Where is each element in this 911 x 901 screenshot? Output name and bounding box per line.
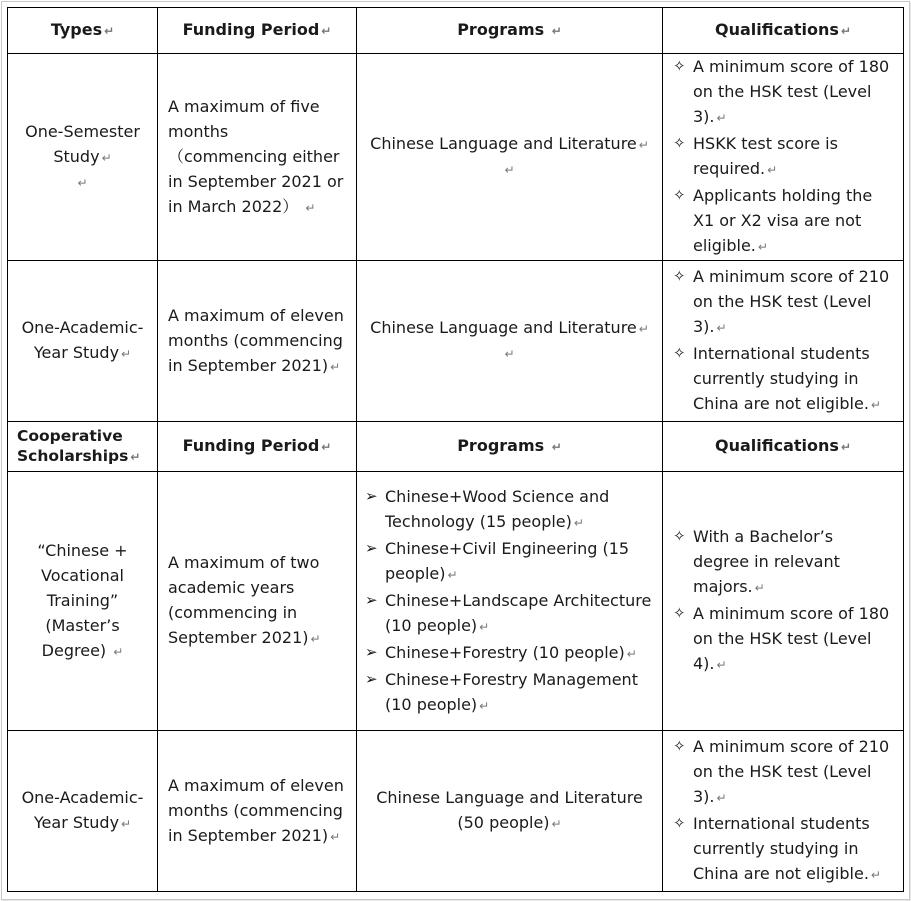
list-item: ✧ A minimum score of 180 on the HSK test (Level 4). ↵ <box>673 601 893 678</box>
header-qualifications: Qualifications ↵ <box>663 422 904 472</box>
list-item: ✧ Applicants holding the X1 or X2 visa are not eligible. ↵ <box>673 183 893 260</box>
table-header-row <box>8 8 904 54</box>
type-cell: One-Academic-Year Study ↵ <box>8 731 158 892</box>
list-item: ➢ Chinese+Forestry Management (10 people) ↵ <box>365 667 652 719</box>
qualifications-cell <box>663 731 904 892</box>
list-item: ✧ A minimum score of 210 on the HSK test (Level 3). ↵ <box>673 734 893 811</box>
scholarship-table <box>7 7 904 892</box>
table-row <box>8 731 904 892</box>
qualifications-cell <box>663 54 904 261</box>
header-qualifications: Qualifications ↵ <box>663 8 904 54</box>
funding-cell: A maximum of five months（commencing either in September 2021 or in March 2022） ↵ <box>158 54 357 261</box>
header-funding-period: Funding Period ↵ <box>158 422 357 472</box>
cooperative-header-row <box>8 422 904 472</box>
program-cell: Chinese Language and Literature ↵ ↵ <box>357 54 663 261</box>
list-item: ✧ A minimum score of 180 on the HSK test (Level 3). ↵ <box>673 54 893 131</box>
list-item: ✧ International students currently studying in China are not eligible. ↵ <box>673 341 893 418</box>
funding-cell: A maximum of eleven months (commencing in September 2021) ↵ <box>158 731 357 892</box>
table-row <box>8 472 904 731</box>
list-item: ➢ Chinese+Wood Science and Technology (15 people) ↵ <box>365 484 652 536</box>
type-cell: One-Semester Study ↵ ↵ <box>8 54 158 261</box>
qualifications-cell <box>663 261 904 422</box>
header-cooperative-scholarships: Cooperative Scholarships ↵ <box>8 422 158 472</box>
qualifications-cell <box>663 472 904 731</box>
header-programs: Programs ↵ <box>357 8 663 54</box>
list-item: ➢ Chinese+Civil Engineering (15 people) ↵ <box>365 536 652 588</box>
table-row <box>8 261 904 422</box>
list-item: ➢ Chinese+Landscape Architecture (10 people) ↵ <box>365 588 652 640</box>
list-item: ➢ Chinese+Forestry (10 people) ↵ <box>365 640 652 667</box>
type-cell: One-Academic-Year Study ↵ <box>8 261 158 422</box>
header-programs: Programs ↵ <box>357 422 663 472</box>
list-item: ✧ International students currently studying in China are not eligible. ↵ <box>673 811 893 888</box>
list-item: ✧ HSKK test score is required. ↵ <box>673 131 893 183</box>
program-cell: Chinese Language and Literature (50 people) ↵ <box>357 731 663 892</box>
program-cell: Chinese Language and Literature ↵ ↵ <box>357 261 663 422</box>
type-cell: “Chinese + Vocational Training” (Master’s Degree) ↵ <box>8 472 158 731</box>
program-cell <box>357 472 663 731</box>
header-types: Types ↵ <box>8 8 158 54</box>
table-row <box>8 54 904 261</box>
list-item: ✧ With a Bachelor’s degree in relevant majors. ↵ <box>673 524 893 601</box>
header-funding-period: Funding Period ↵ <box>158 8 357 54</box>
funding-cell: A maximum of two academic years (commencing in September 2021) ↵ <box>158 472 357 731</box>
funding-cell: A maximum of eleven months (commencing in September 2021) ↵ <box>158 261 357 422</box>
list-item: ✧ A minimum score of 210 on the HSK test (Level 3). ↵ <box>673 264 893 341</box>
